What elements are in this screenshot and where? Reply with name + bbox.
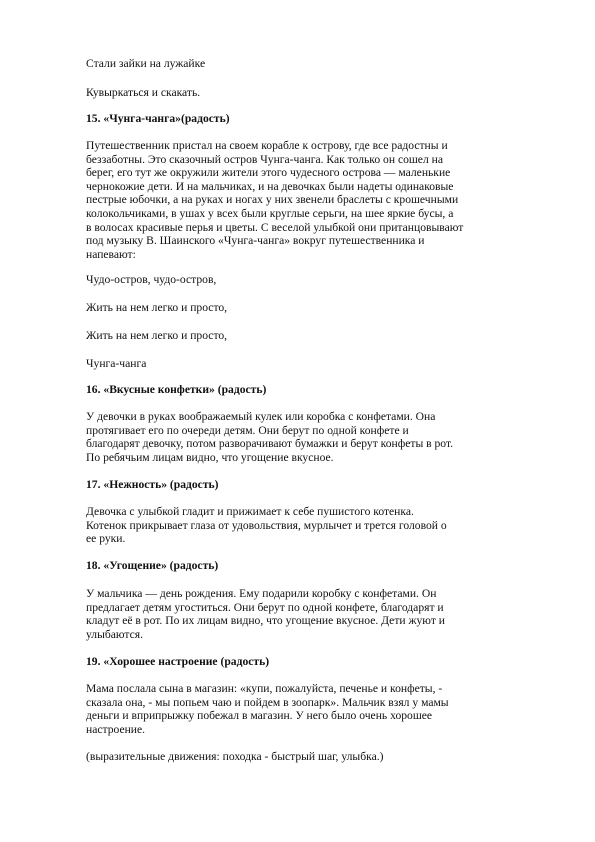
song-line-2: Жить на нем легко и просто, bbox=[86, 301, 228, 314]
section-15-heading: 15. «Чунга-чанга»(радость) bbox=[86, 112, 230, 125]
section-15-paragraph: Путешественник пристал на своем корабле к острову, где все радостны и беззаботны. Это сказочный остров Чунга-чанга. Как только он сошел на берег, его тут же окружили жители этого чудесного острова — маленькие чернокожие дети. И на мальчиках, и на девочках были надеты одинаковые пестрые юбочки, а на руках и ногах у них звенели браслеты с крошечными колокольчиками, в ушах у всех были круглые серьги, на шее яркие бусы, а в волосах красивые перья и цветы. С веселой улыбкой они пританцовывают под музыку В. Шаинского «Чунга-чанга» вокруг путешественника и напевают: bbox=[86, 139, 464, 261]
section-19-note: (выразительные движения: походка - быстрый шаг, улыбка.) bbox=[86, 750, 384, 763]
poem-line-2: Кувыркаться и скакать. bbox=[86, 86, 201, 99]
song-line-3: Жить на нем легко и просто, bbox=[86, 329, 228, 342]
song-line-1: Чудо-остров, чудо-остров, bbox=[86, 273, 217, 286]
section-19-heading: 19. «Хорошее настроение (радость) bbox=[86, 655, 270, 668]
section-17-heading: 17. «Нежность» (радость) bbox=[86, 478, 219, 491]
song-line-4: Чунга-чанга bbox=[86, 357, 147, 370]
section-16-heading: 16. «Вкусные конфетки» (радость) bbox=[86, 383, 267, 396]
poem-line-1: Стали зайки на лужайке bbox=[86, 57, 206, 70]
section-16-paragraph: У девочки в руках воображаемый кулек или коробка с конфетами. Она протягивает его по очереди детям. Они берут по одной конфете и благодарят девочку, потом разворачивают бумажки и берут конфеты в рот. По ребячьим лицам видно, что угощение вкусное. bbox=[86, 410, 454, 464]
section-19-paragraph: Мама послала сына в магазин: «купи, пожалуйста, печенье и конфеты, - сказала она, - мы попьем чаю и пойдем в зоопарк». Мальчик взял у мамы деньги и вприпрыжку побежал в магазин. У него было очень хорошее настроение. bbox=[86, 682, 449, 736]
section-17-paragraph: Девочка с улыбкой гладит и прижимает к себе пушистого котенка. Котенок прикрывает глаза от удовольствия, мурлычет и трется головой о ее руки. bbox=[86, 505, 447, 546]
section-18-paragraph: У мальчика — день рождения. Ему подарили коробку с конфетами. Он предлагает детям угоститься. Они берут по одной конфете, благодарят и кладут её в рот. По их лицам видно, что угощение вкусное. Дети жуют и улыбаются. bbox=[86, 587, 445, 641]
section-18-heading: 18. «Угощение» (радость) bbox=[86, 559, 219, 572]
